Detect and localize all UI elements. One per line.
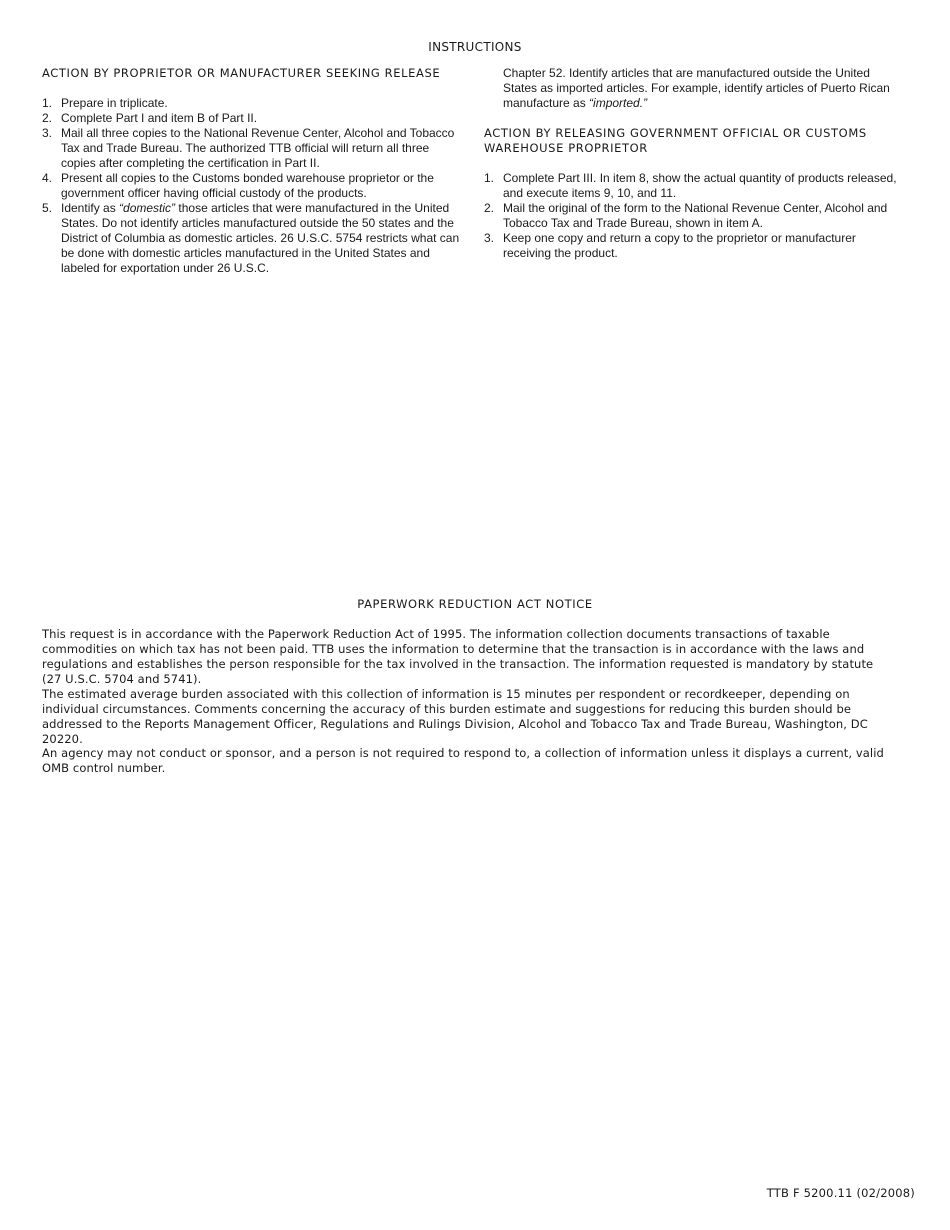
proprietor-steps-list: [42, 96, 460, 276]
list-item: 2. Mail the original of the form to the National Revenue Center, Alcohol and Tobacco Tax and Trade Bureau, shown in item A.: [484, 201, 888, 230]
list-item: 4. Present all copies to the Customs bonded warehouse proprietor or the government officer having official custody of the products.: [42, 171, 434, 200]
section-heading-proprietor: ACTION BY PROPRIETOR OR MANUFACTURER SEEKING RELEASE: [42, 66, 441, 80]
right-column: [484, 66, 904, 261]
list-item: 5. Identify as “domestic” those articles that were manufactured in the United States. Do not identify articles manufactured outside the 50 states and the District of Columbia as domestic articles. 26 U.S.C. 5754 restricts what can be done with domestic articles manufactured in the United States and labeled for exportation under 26 U.S.C.: [42, 201, 460, 275]
section-heading-releasing-official: ACTION BY RELEASING GOVERNMENT OFFICIAL OR CUSTOMS WAREHOUSE PROPRIETOR: [484, 126, 867, 155]
notice-paragraph-3: An agency may not conduct or sponsor, and a person is not required to respond to, a collection of information unless it displays a current, valid OMB control number.: [42, 746, 884, 775]
list-item: 1. Complete Part III. In item 8, show the actual quantity of products released, and execute items 9, 10, and 11.: [484, 171, 897, 200]
list-item: 3. Mail all three copies to the National Revenue Center, Alcohol and Tobacco Tax and Trade Bureau. The authorized TTB official will return all three copies after completing the certification in Part II.: [42, 126, 455, 170]
continued-item-text: Chapter 52. Identify articles that are manufactured outside the United States as imported articles. For example, identify articles of Puerto Rican manufacture as “imported.”: [503, 66, 890, 110]
left-column: [42, 66, 460, 276]
list-item: 2. Complete Part I and item B of Part II.: [42, 111, 258, 125]
list-item: 3. Keep one copy and return a copy to the proprietor or manufacturer receiving the product.: [484, 231, 856, 260]
page-title: INSTRUCTIONS: [428, 40, 522, 54]
notice-paragraph-1: This request is in accordance with the Paperwork Reduction Act of 1995. The information collection documents transactions of taxable commodities on which tax has not been paid. TTB uses the information to determine that the transaction is in accordance with the laws and regulations and establishes the person responsible for the tax involved in the transaction. The information requested is mandatory by statute (27 U.S.C. 5704 and 5741).: [42, 627, 874, 686]
paperwork-notice-title: PAPERWORK REDUCTION ACT NOTICE: [357, 597, 593, 611]
notice-paragraph-2: The estimated average burden associated with this collection of information is 15 minutes per respondent or recordkeeper, depending on individual circumstances. Comments concerning the accuracy of this burden estimate and suggestions for reducing this burden should be addressed to the Reports Management Officer, Regulations and Rulings Division, Alcohol and Tobacco Tax and Trade Bureau, Washington, DC 20220.: [42, 687, 868, 746]
list-item: 1. Prepare in triplicate.: [42, 96, 168, 110]
official-steps-list: [484, 171, 904, 261]
form-number-footer: TTB F 5200.11 (02/2008): [766, 1186, 915, 1200]
